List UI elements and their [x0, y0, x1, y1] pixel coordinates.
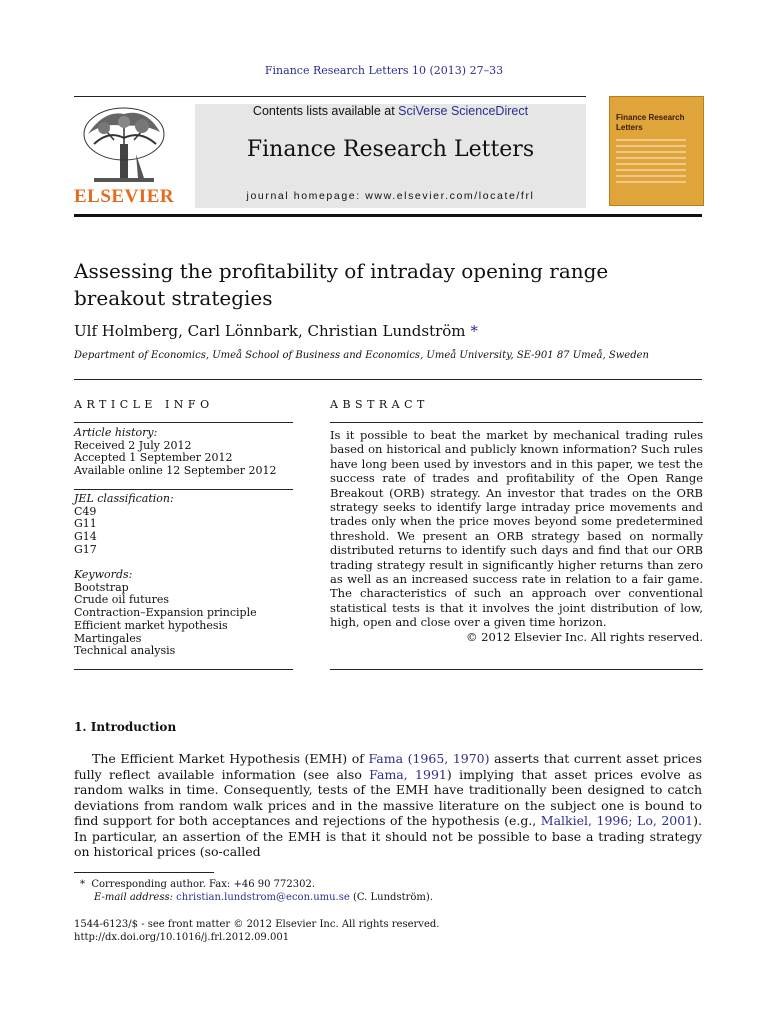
article-info-heading: ARTICLE INFO: [74, 398, 214, 411]
corresponding-author-mark[interactable]: *: [470, 322, 478, 340]
elsevier-wordmark: ELSEVIER: [74, 186, 175, 207]
article-authors: [74, 322, 478, 340]
info-rule-top: [74, 422, 293, 423]
intro-text: ). In particular, an assertion of the EMH is that it should not be possible to base a trading strategy on historical prices (so-called: [74, 813, 702, 859]
keyword: Technical analysis: [74, 644, 176, 658]
ref-fama[interactable]: Fama (1965, 1970): [368, 751, 490, 766]
contents-line: [195, 104, 586, 118]
header-thick-rule: [74, 214, 702, 217]
doi-link[interactable]: http://dx.doi.org/10.1016/j.frl.2012.09.001: [74, 932, 290, 943]
journal-citation: Finance Research Letters 10 (2013) 27–33: [264, 64, 504, 77]
issn-line: 1544-6123/$ - see front matter © 2012 Elsevier Inc. All rights reserved.: [74, 919, 440, 930]
abstract-heading: ABSTRACT: [330, 398, 429, 411]
introduction-paragraph: [74, 751, 702, 860]
history-label: Article history:: [74, 426, 158, 439]
footnote-rule: [74, 872, 214, 873]
keywords-label: Keywords:: [74, 568, 133, 581]
ref-fama-1991[interactable]: Fama, 1991: [369, 766, 447, 782]
abstract-rule-bottom: [330, 669, 703, 670]
journal-name: Finance Research Letters: [246, 137, 535, 162]
intro-text: ) implying that asset prices evolve as random walks in time. Consequently, tests of the EMH have traditionally been designed to catch deviations from random walk prices and in the massive literature on the subject one is bound to find support for both acceptances and rejections of the hypothesis (e.g.,: [74, 766, 703, 828]
abstract-body: [330, 428, 703, 644]
info-rule-mid1: [74, 489, 293, 490]
ref-malkiel-lo[interactable]: Malkiel, 1996; Lo, 2001: [540, 813, 694, 828]
email-suffix: (C. Lundström).: [352, 892, 433, 903]
history-online: Available online 12 September 2012: [74, 464, 277, 478]
tree-icon: [74, 104, 174, 186]
journal-banner: [195, 104, 586, 208]
jel-code: C49: [74, 504, 97, 518]
keyword: Martingales: [74, 631, 142, 645]
journal-homepage[interactable]: journal homepage: www.elsevier.com/locate/frl: [246, 190, 535, 202]
publisher-logo: [74, 104, 174, 208]
abstract-text: Is it possible to beat the market by mechanical trading rules based on historical and publicly known information? Such rules have long been used by investors and in this paper, we test the success rate of trades and profitability of the Open Range Breakout (ORB) strategy. An investor that trades on the ORB strategy seeks to identify large intraday price movements and trades only when the price moves beyond some predetermined threshold. We present an ORB strategy based on normally distributed returns to identify such days and find that our ORB trading strategy result in significantly higher returns than zero as well as an increased success rate in relation to a fair game. The characteristics of such an approach over conventional statistical tests is that it involves the joint distribution of low, high, open and close over a given time horizon.: [330, 428, 703, 630]
footnote-email: [94, 891, 433, 904]
history-accepted: Accepted 1 September 2012: [74, 451, 233, 465]
jel-classification: [74, 493, 293, 557]
author-names: Ulf Holmberg, Carl Lönnbark, Christian Lundström: [74, 322, 466, 340]
header-rule: [74, 96, 586, 97]
jel-code: G17: [74, 542, 97, 556]
history-received: Received 2 July 2012: [74, 438, 192, 452]
section-rule: [74, 379, 702, 380]
keyword: Efficient market hypothesis: [74, 618, 228, 632]
sciencedirect-link[interactable]: SciVerse ScienceDirect: [398, 104, 529, 118]
journal-cover: [609, 96, 704, 206]
intro-text: asserts that current asset prices fully reflect available information (see also: [74, 751, 702, 782]
cover-lines: [616, 139, 686, 187]
email-label: E-mail address:: [94, 892, 173, 903]
intro-text: The Efficient Market Hypothesis (EMH) of: [92, 751, 369, 766]
footnote-mark: *: [80, 879, 85, 890]
info-rule-bottom: [74, 669, 293, 670]
corresponding-text: Corresponding author. Fax: +46 90 772302.: [91, 879, 315, 890]
jel-code: G11: [74, 517, 97, 531]
article-history: [74, 427, 293, 478]
article-title: Assessing the profitability of intraday opening range breakout strategies: [74, 259, 609, 310]
keyword: Contraction–Expansion principle: [74, 606, 257, 620]
keyword: Bootstrap: [74, 580, 129, 594]
email-link[interactable]: christian.lundstrom@econ.umu.se: [176, 892, 350, 903]
jel-label: JEL classification:: [74, 492, 174, 505]
cover-title: Finance Research Letters: [616, 113, 685, 132]
affiliation: Department of Economics, Umeå School of Business and Economics, Umeå University, SE-901 87 Umeå, Sweden: [74, 350, 649, 361]
footnote-corresponding: [80, 878, 315, 891]
keywords: [74, 569, 293, 658]
introduction-heading: 1. Introduction: [74, 720, 177, 734]
jel-code: G14: [74, 530, 97, 544]
abstract-rule-top: [330, 422, 703, 423]
abstract-copyright: © 2012 Elsevier Inc. All rights reserved.: [466, 629, 703, 644]
contents-prefix: Contents lists available at: [252, 104, 399, 118]
keyword: Crude oil futures: [74, 593, 170, 607]
